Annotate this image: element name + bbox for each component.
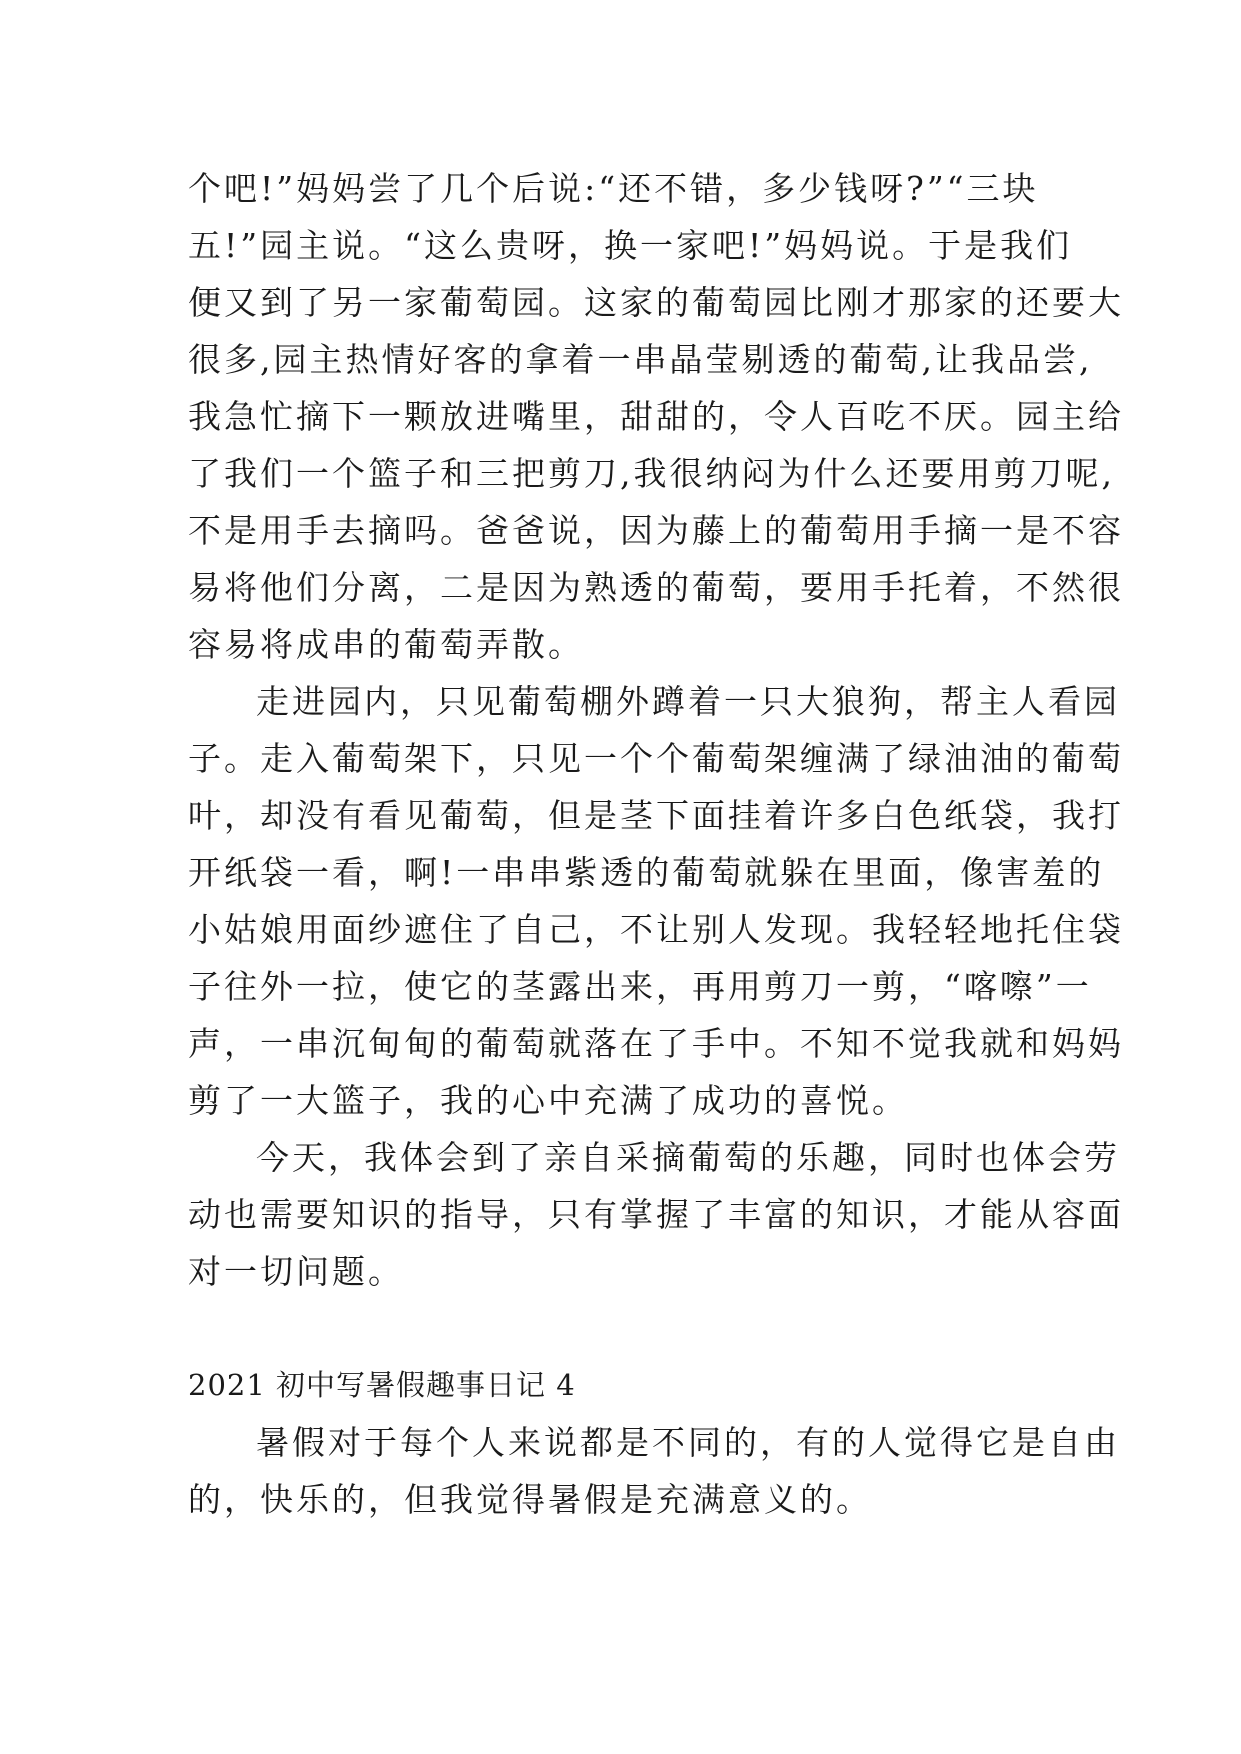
paragraph-4	[188, 1414, 1120, 1528]
section-title: 2021 初中写暑假趣事日记 4	[188, 1368, 576, 1402]
text-line: 便又到了另一家葡萄园。这家的葡萄园比刚才那家的还要大	[188, 283, 1124, 322]
text-line: 五!”园主说。“这么贵呀，换一家吧!”妈妈说。于是我们	[188, 226, 1073, 265]
text-line: 剪了一大篮子，我的心中充满了成功的喜悦。	[188, 1081, 908, 1120]
text-line: 对一切问题。	[188, 1252, 404, 1291]
text-line: 了我们一个篮子和三把剪刀,我很纳闷为什么还要用剪刀呢,	[188, 454, 1115, 493]
text-line: 走进园内，只见葡萄棚外蹲着一只大狼狗，帮主人看园	[256, 682, 1120, 721]
document-body	[188, 160, 1124, 1528]
text-line: 很多,园主热情好客的拿着一串晶莹剔透的葡萄,让我品尝,	[188, 340, 1093, 379]
text-line: 今天，我体会到了亲自采摘葡萄的乐趣，同时也体会劳	[256, 1138, 1120, 1177]
text-line: 的，快乐的，但我觉得暑假是充满意义的。	[188, 1480, 872, 1519]
text-line: 开纸袋一看，啊!一串串紫透的葡萄就躲在里面，像害羞的	[188, 853, 1105, 892]
text-line: 易将他们分离，二是因为熟透的葡萄，要用手托着，不然很	[188, 568, 1124, 607]
paragraph-2	[188, 673, 1124, 1129]
text-line: 子往外一拉，使它的茎露出来，再用剪刀一剪，“喀嚓”一	[188, 967, 1092, 1006]
text-line: 个吧!”妈妈尝了几个后说:“还不错，多少钱呀?”“三块	[188, 169, 1039, 208]
paragraph-1	[188, 160, 1124, 673]
text-line: 我急忙摘下一颗放进嘴里，甜甜的，令人百吃不厌。园主给	[188, 397, 1124, 436]
text-line: 声，一串沉甸甸的葡萄就落在了手中。不知不觉我就和妈妈	[188, 1024, 1124, 1063]
text-line: 叶，却没有看见葡萄，但是茎下面挂着许多白色纸袋，我打	[188, 796, 1124, 835]
text-line: 子。走入葡萄架下，只见一个个葡萄架缠满了绿油油的葡萄	[188, 739, 1124, 778]
text-line: 动也需要知识的指导，只有掌握了丰富的知识，才能从容面	[188, 1195, 1124, 1234]
text-line: 不是用手去摘吗。爸爸说，因为藤上的葡萄用手摘一是不容	[188, 511, 1124, 550]
text-line: 小姑娘用面纱遮住了自己，不让别人发现。我轻轻地托住袋	[188, 910, 1124, 949]
paragraph-3	[188, 1129, 1124, 1300]
text-line: 容易将成串的葡萄弄散。	[188, 625, 584, 664]
text-line: 暑假对于每个人来说都是不同的，有的人觉得它是自由	[256, 1423, 1120, 1462]
